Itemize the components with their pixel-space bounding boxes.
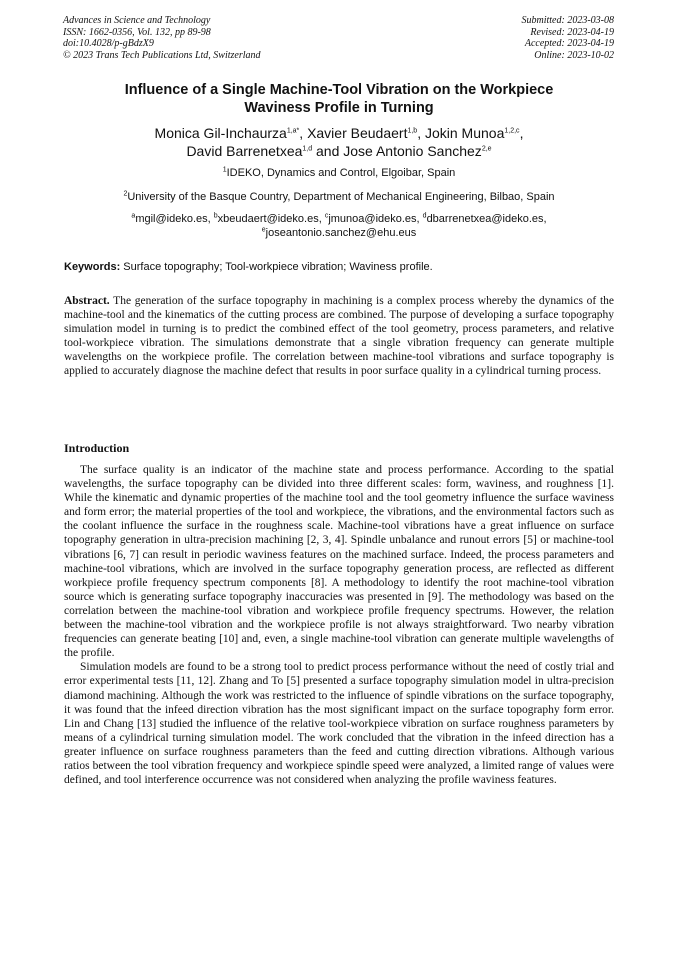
author-sep: , (519, 125, 524, 141)
doi-line: doi:10.4028/p-gBdzX9 (63, 38, 154, 49)
keywords (64, 261, 614, 274)
author-name: Xavier Beudaert (307, 125, 408, 141)
email-link[interactable]: dbarrenetxea@ideko.es, (426, 213, 547, 225)
email-sup: a (131, 212, 136, 220)
author-name: Jose Antonio Sanchez (343, 143, 482, 159)
keywords-text: Surface topography; Tool-workpiece vibration; Waviness profile. (120, 261, 433, 273)
title-line-2: Waviness Profile in Turning (244, 100, 434, 116)
journal-header-right (522, 15, 615, 61)
journal-header-left (63, 15, 261, 61)
author-name: David Barrenetxea (186, 143, 303, 159)
email-link[interactable]: mgil@ideko.es, (135, 213, 214, 225)
author-name: Jokin Munoa (424, 125, 505, 141)
title-line-1: Influence of a Single Machine-Tool Vibration on the Workpiece (124, 82, 554, 98)
email-sup: b (213, 212, 218, 220)
author-affil-sup: 1,a* (286, 127, 300, 135)
email-sup: c (324, 212, 329, 220)
author-line-2 (64, 142, 614, 160)
author-emails (64, 212, 614, 240)
affiliation-2 (64, 191, 614, 204)
online-date: Online: 2023-10-02 (534, 49, 614, 61)
paper-title (64, 81, 614, 117)
author-line-1 (64, 124, 614, 142)
copyright-line: © 2023 Trans Tech Publications Ltd, Switzerland (63, 49, 261, 61)
abstract-label: Abstract. (64, 295, 110, 307)
abstract (64, 294, 614, 379)
author-sep: , (299, 125, 308, 141)
author-name: Monica Gil-Inchaurza (154, 125, 287, 141)
email-sup: e (261, 226, 266, 234)
submitted-date: Submitted: 2023-03-08 (521, 15, 614, 26)
email-link[interactable]: xbeudaert@ideko.es, (217, 213, 325, 225)
revised-date: Revised: 2023-04-19 (530, 26, 614, 38)
abstract-text: The generation of the surface topography in machining is a complex process whereby the dynamics of the machine-tool and the kinematics of the cutting process are combined. The purpose of developing a surface topography simulation model in turning is to predict the combined effect of the tool geometry, process parameters, and relative tool-workpiece vibration. The simulations demonstrate that a single vibration frequency can generate multiple wavelengths on the workpiece profile. The correlation between machine-tool vibrations and surface topography is applied to accurately diagnose the machine defect that results in poor surface quality in a cylindrical turning process. (64, 295, 614, 378)
email-link[interactable]: jmunoa@ideko.es, (328, 213, 423, 225)
author-affil-sup: 1,2,c (504, 127, 520, 135)
accepted-date: Accepted: 2023-04-19 (524, 38, 614, 49)
introduction-body (64, 463, 614, 787)
author-affil-sup: 2,e (481, 145, 492, 153)
author-affil-sup: 1,b (407, 127, 418, 135)
issn-line: ISSN: 1662-0356, Vol. 132, pp 89-98 (63, 26, 211, 38)
body-paragraph: Simulation models are found to be a strong tool to predict process performance without the need of costly trial and error experimental tests [11, 12]. Zhang and To [5] presented a surface topography simulation model in ultra-precision diamond machining. Although the work was restricted to the influence of spindle vibrations on the surface topography, it was found that the infeed direction vibration has the most significant impact on the surface topography form error. Lin and Chang [13] studied the influence of the relative tool-workpiece vibration on surface roughness parameters by means of a cylindrical turning simulation model. The work concluded that the vibration in the infeed direction has a greater influence on surface roughness parameters than the feed and cutting direction vibrations. Although various ratios between the tool vibration frequency and workpiece spindle speed were analyzed, a limited range of values were defined, and tool interference occurrence was not considered when analyzing the profile waviness features. (64, 661, 614, 787)
affiliation-text: IDEKO, Dynamics and Control, Elgoibar, Spain (226, 167, 456, 179)
email-link[interactable]: joseantonio.sanchez@ehu.eus (265, 227, 417, 239)
author-list (64, 124, 614, 160)
section-heading-introduction: Introduction (64, 441, 130, 455)
journal-name: Advances in Science and Technology (63, 15, 211, 26)
body-paragraph: The surface quality is an indicator of the machine state and process performance. According to the spatial wavelengths, the surface topography can be divided into three different scales: form, waviness, and roughness [1]. While the kinematic and dynamic properties of the machine tool and the tool geometry influence the surface waviness and form error; the material properties of the tool and workpiece, the vibrations, and the environmental factors such as the coolant influence the surface in the roughness scale. Machine-tool vibrations have a great influence on surface topography generation in ultra-precision machining [2, 3, 4]. Spindle unbalance and runout errors [5] or machine-tool vibrations [6, 7] can result in periodic waviness features on the machined surface. Indeed, the process parameters and machine-tool vibrations, which are involved in the surface topography generation process, are reflected as different workpiece profile frequency spectrum components [8]. A methodology to identify the root machine-tool vibration source which is generating surface topography inaccuracies was presented in [9]. The methodology was based on the correlation between the machine-tool vibration and workpiece profile frequency spectrums. However, the relation between the machine-tool vibration and the workpiece profile is not always straightforward. Two nearby vibration frequencies can generate beating [10] and, even, a single machine-tool vibration can generate multiple wavelengths of the profile. (64, 464, 614, 660)
author-sep: , (417, 125, 425, 141)
email-line-1 (64, 212, 614, 226)
email-sup: d (422, 212, 427, 220)
email-line-2 (64, 226, 614, 240)
affiliation-sup: 1 (222, 166, 227, 174)
author-sep: and (312, 143, 344, 159)
affiliation-1 (64, 167, 614, 180)
affiliation-text: University of the Basque Country, Department of Mechanical Engineering, Bilbao, Spain (127, 191, 555, 203)
author-affil-sup: 1,d (302, 145, 313, 153)
affiliation-sup: 2 (123, 190, 128, 198)
keywords-label: Keywords: (64, 261, 121, 273)
